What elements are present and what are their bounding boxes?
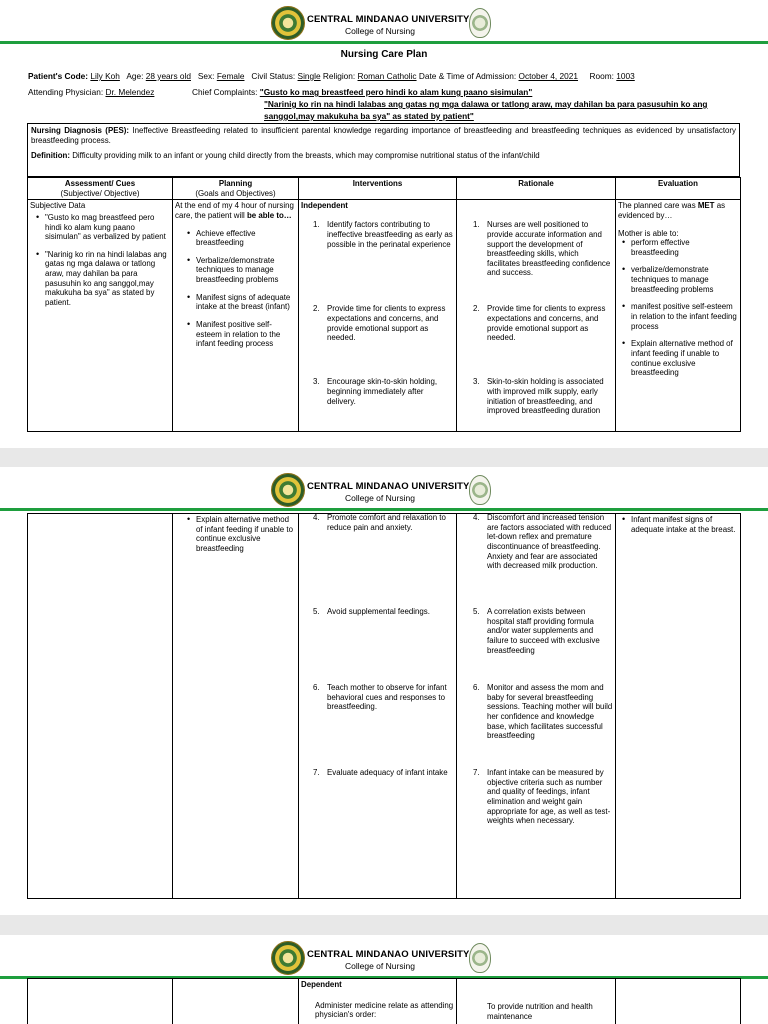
goal-1: • Achieve effective breastfeeding xyxy=(187,229,296,248)
university-header xyxy=(0,473,768,513)
evaluation-item-2: • verbalize/demonstrate techniques to manage breastfeeding problems xyxy=(622,265,738,294)
col-planning: Planning (Goals and Objectives) xyxy=(173,178,299,200)
table-row xyxy=(28,514,741,899)
dependent-heading: Dependent xyxy=(301,980,342,989)
age-label: Age: xyxy=(126,71,144,81)
col-assessment: Assessment/ Cues (Subjective/ Objective) xyxy=(28,178,173,200)
complaint-line-2: "Narinig ko rin na hindi lalabas ang gatas ng mga dalawa or tatlong araw, may dahilan ba para pasusuhin ko ang xyxy=(264,99,708,109)
university-seal-logo xyxy=(271,941,305,975)
rationale-5: 5. A correlation exists between hospital staff providing formula and/or water supplements and failure to succeed with exclusive breastfeeding xyxy=(473,607,600,655)
civil-status-label: Civil Status: xyxy=(251,71,296,81)
complaint-line-1: "Gusto ko mag breastfeed pero hindi ko alam kung paano sisimulan" xyxy=(259,87,533,97)
university-seal-logo xyxy=(271,6,305,40)
evaluation-item-4: • Explain alternative method of infant feeding if unable to continue exclusive breastfeeding xyxy=(622,339,738,378)
goal-3: • Manifest signs of adequate intake at the breast (infant) xyxy=(187,293,296,312)
header-divider xyxy=(0,41,768,44)
religion-label: Religion: xyxy=(322,71,356,81)
document-page-1 xyxy=(0,0,768,448)
col-interventions: Interventions xyxy=(299,178,457,200)
planning-intro-bold: be able to… xyxy=(246,210,292,220)
assessment-cell xyxy=(28,514,173,899)
col-rationale: Rationale xyxy=(457,178,616,200)
physician-label: Attending Physician: xyxy=(28,87,104,97)
intervention-3: 3. Encourage skin-to-skin holding, beginning immediately after delivery. xyxy=(313,377,438,406)
intervention-6: 6. Teach mother to observe for infant behavioral cues and responses to breastfeeding. xyxy=(313,683,447,712)
document-page-3 xyxy=(0,935,768,1024)
rationale-4: 4. Discomfort and increased tension are factors associated with reduced let-down reflex and premature discontinuance of breastfeeding. Anxiety and fear are associated with decreased milk production. xyxy=(473,513,612,571)
diagnosis-text: Ineffective Breastfeeding related to insufficient parental knowledge regarding importance of breastfeeding and breastfeeding techniques as evidenced by unsatisfactory breastfeeding process. xyxy=(31,126,736,145)
dependent-intervention: Administer medicine relate as attending physician's order: xyxy=(315,1000,454,1020)
college-name: College of Nursing xyxy=(345,961,415,971)
header-divider xyxy=(0,508,768,511)
evaluation-met: MET xyxy=(697,201,715,211)
rationale-cell xyxy=(457,514,616,899)
evaluation-cell xyxy=(616,979,741,1024)
goal-2: • Verbalize/demonstrate techniques to manage breastfeeding problems xyxy=(187,256,296,285)
dependent-rationale: To provide nutrition and health maintenance xyxy=(487,1002,593,1021)
interventions-cell xyxy=(299,514,457,899)
care-plan-table xyxy=(27,177,741,432)
university-header xyxy=(0,941,768,981)
intervention-7: 7. Evaluate adequacy of infant intake xyxy=(313,768,448,777)
physician-row xyxy=(28,87,154,97)
chief-complaints xyxy=(192,87,532,97)
college-seal-logo xyxy=(469,943,491,973)
definition-text: Difficulty providing milk to an infant or young child directly from the breasts, which may compromise nutritional status of the infant/child xyxy=(72,151,540,161)
col-evaluation: Evaluation xyxy=(616,178,741,200)
complaint-line-3: sanggol,may makukuha ba sya" as stated by patient" xyxy=(264,111,474,121)
table-row xyxy=(28,979,741,1024)
cue-1: • "Gusto ko mag breastfeed pero hindi ko alam kung paano sisimulan" as verbalized by patient xyxy=(36,213,170,242)
independent-heading: Independent xyxy=(301,201,348,211)
rationale-2: 2. Provide time for clients to express expectations and concerns, and provide emotional support as needed. xyxy=(473,304,606,343)
evaluation-cell xyxy=(616,200,741,432)
evaluation-item-5: • Infant manifest signs of adequate intake at the breast. xyxy=(622,515,738,534)
admission-label: Date & Time of Admission: xyxy=(418,71,517,81)
college-seal-logo xyxy=(469,8,491,38)
college-name: College of Nursing xyxy=(345,26,415,36)
evaluation-intro: The planned care was xyxy=(618,201,696,211)
religion-value: Roman Catholic xyxy=(357,71,417,81)
college-seal-logo xyxy=(469,475,491,505)
admission-value: October 4, 2021 xyxy=(518,71,579,81)
patient-info-row xyxy=(28,71,635,81)
university-header xyxy=(0,6,768,46)
care-plan-table-continued xyxy=(27,513,741,899)
sex-label: Sex: xyxy=(197,71,215,81)
evaluation-item-1: • perform effective breastfeeding xyxy=(622,238,738,257)
table-row xyxy=(28,200,741,432)
planning-cell xyxy=(173,200,299,432)
goal-4: • Manifest positive self-esteem in relation to the infant feeding process xyxy=(187,320,296,349)
evaluation-able: Mother is able to: xyxy=(618,228,679,238)
rationale-3: 3. Skin-to-skin holding is associated with improved milk supply, early initiation of breastfeeding, and improved breastfeeding duration xyxy=(473,377,604,416)
intervention-2: 2. Provide time for clients to express expectations and concerns, and provide emotional support as needed. xyxy=(313,304,446,343)
cue-2: • "Narinig ko rin na hindi lalabas ang gatas ng mga dalawa or tatlong araw, may dahilan ba para pasusuhin ko ang sanggol,may makukuha ba sya" as stated by patient. xyxy=(36,250,170,308)
goal-5: • Explain alternative method of infant feeding if unable to continue exclusive breastfeeding xyxy=(187,515,296,554)
patient-code-value: Lily Koh xyxy=(90,71,120,81)
university-name: CENTRAL MINDANAO UNIVERSITY xyxy=(307,14,470,25)
planning-cell xyxy=(173,514,299,899)
rationale-cell xyxy=(457,979,616,1024)
planning-cell xyxy=(173,979,299,1024)
planning-intro: At the end of my 4 hour of nursing care, the patient will xyxy=(175,201,294,220)
university-seal-logo xyxy=(271,473,305,507)
evaluation-cell xyxy=(616,514,741,899)
rationale-1: 1. Nurses are well positioned to provide accurate information and support the development of breastfeeding skills, which facilitates breastfeeding confidence and success. xyxy=(473,220,611,278)
diagnosis-label: Nursing Diagnosis (PES): xyxy=(31,126,129,135)
civil-status-value: Single xyxy=(297,71,321,81)
assessment-cell xyxy=(28,200,173,432)
rationale-6: 6. Monitor and assess the mom and baby for several breastfeeding sessions. Teaching mother will build her confidence and knowledge base, which facilitates successful breastfeeding xyxy=(473,683,613,741)
interventions-cell xyxy=(299,200,457,432)
evaluation-intro-2: as evidenced by… xyxy=(618,201,726,220)
subjective-heading: Subjective Data xyxy=(30,201,86,211)
university-name: CENTRAL MINDANAO UNIVERSITY xyxy=(307,949,470,960)
diagnosis-block xyxy=(27,123,740,177)
sex-value: Female xyxy=(216,71,245,81)
definition-label: Definition: xyxy=(31,151,71,161)
rationale-7: 7. Infant intake can be measured by objective criteria such as number and quality of feedings, infant elimination and weight gain appropriate for age, as well as test-weights when necessary. xyxy=(473,768,611,826)
intervention-1: 1. Identify factors contributing to ineffective breastfeeding as early as possible in the perinatal experience xyxy=(313,220,453,249)
care-plan-table-continued xyxy=(27,978,741,1024)
intervention-4: 4. Promote comfort and relaxation to reduce pain and anxiety. xyxy=(313,513,446,532)
room-value: 1003 xyxy=(616,71,635,81)
college-name: College of Nursing xyxy=(345,493,415,503)
complaints-label: Chief Complaints: xyxy=(192,87,258,97)
interventions-cell xyxy=(299,979,457,1024)
room-label: Room: xyxy=(589,71,614,81)
evaluation-item-3: • manifest positive self-esteem in relation to the infant feeding process xyxy=(622,302,738,331)
intervention-5: 5. Avoid supplemental feedings. xyxy=(313,607,430,616)
page-title: Nursing Care Plan xyxy=(340,49,428,60)
assessment-cell xyxy=(28,979,173,1024)
document-page-2 xyxy=(0,467,768,915)
rationale-cell xyxy=(457,200,616,432)
patient-code-label: Patient's Code: xyxy=(28,71,89,81)
university-name: CENTRAL MINDANAO UNIVERSITY xyxy=(307,481,470,492)
physician-value: Dr. Melendez xyxy=(105,87,155,97)
age-value: 28 years old xyxy=(145,71,191,81)
table-header-row xyxy=(28,178,741,200)
